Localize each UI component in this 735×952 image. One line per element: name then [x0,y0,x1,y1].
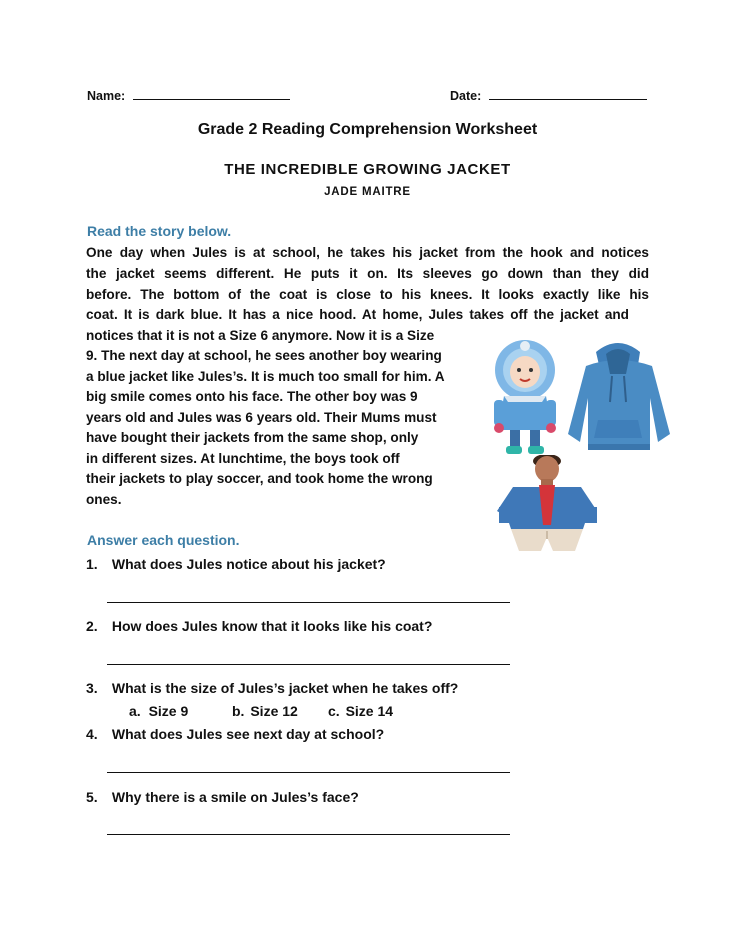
option-text: Size 9 [148,703,189,719]
question-text: How does Jules know that it looks like his coat? [111,618,433,634]
child-in-winter-coat-icon [492,338,562,458]
date-blank[interactable] [489,98,647,100]
question-number: 1. [86,556,98,572]
question-text: What does Jules notice about his jacket? [111,556,386,572]
answer-line-5[interactable] [107,834,510,835]
story-line: big smile comes onto his face. The other boy was 9 [86,389,418,404]
story-line: One day when Jules is at school, he takes his jacket from the hook and notices [86,245,649,260]
option-b[interactable] [232,703,298,719]
option-a[interactable] [129,703,188,719]
questions-instruction: Answer each question. [87,532,240,548]
date-label: Date: [450,89,482,103]
story-line: the jacket seems different. He puts it on. Its sleeves go down than they did [86,266,649,281]
answer-line-1[interactable] [107,602,510,603]
story-instruction: Read the story below. [87,223,232,239]
question-3 [86,680,458,696]
story-line: years old and Jules was 6 years old. Their Mums must [86,410,437,425]
option-letter: a. [129,703,141,719]
story-title: THE INCREDIBLE GROWING JACKET [224,161,511,178]
option-letter: c. [328,703,340,719]
boy-in-jacket-icon [491,455,611,555]
question-text: Why there is a smile on Jules’s face? [111,789,359,805]
name-field [87,89,290,103]
question-number: 4. [86,726,98,742]
date-field [450,89,647,103]
blue-hoodie-icon [558,338,680,456]
story-line: their jackets to play soccer, and took home the wrong [86,471,433,486]
option-letter: b. [232,703,245,719]
answer-line-4[interactable] [107,772,510,773]
question-number: 3. [86,680,98,696]
option-text: Size 14 [345,703,394,719]
answer-line-2[interactable] [107,664,510,665]
story-line: coat. It is dark blue. It has a nice hood. At home, Jules takes off the jacket and [86,307,629,322]
story-line: ones. [86,492,122,507]
worksheet-title: Grade 2 Reading Comprehension Worksheet [197,121,538,138]
name-label: Name: [87,89,126,103]
question-text: What is the size of Jules’s jacket when he takes off? [111,680,459,696]
story-line: 9. The next day at school, he sees another boy wearing [86,348,442,363]
story-line: have bought their jackets from the same shop, only [86,430,419,445]
question-text: What does Jules see next day at school? [111,726,385,742]
question-1 [86,556,386,572]
story-author: JADE MAITRE [324,186,411,198]
story-line: a blue jacket like Jules’s. It is much too small for him. A [86,369,445,384]
option-c[interactable] [328,703,393,719]
question-5 [86,789,359,805]
question-4 [86,726,384,742]
story-line: notices that it is not a Size 6 anymore. Now it is a Size [86,328,435,343]
question-2 [86,618,432,634]
question-number: 5. [86,789,98,805]
option-text: Size 12 [250,703,298,719]
story-line: before. The bottom of the coat is close to his knees. It looks exactly like his [86,287,649,302]
story-line: in different sizes. At lunchtime, the boys took off [86,451,400,466]
name-blank[interactable] [133,98,290,100]
question-number: 2. [86,618,98,634]
